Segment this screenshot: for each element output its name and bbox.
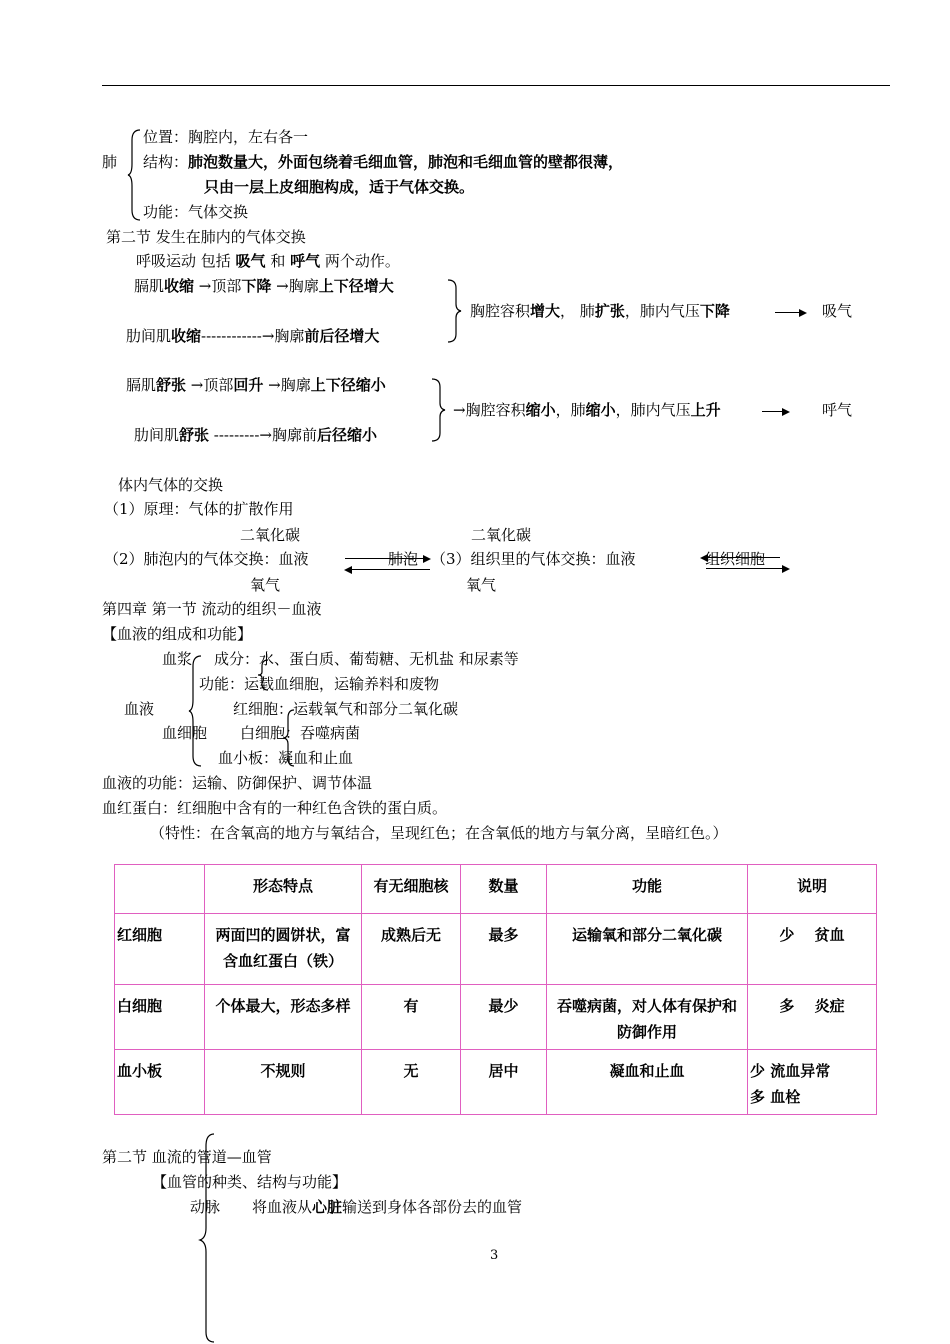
header-cell: 功能 <box>547 865 748 914</box>
header-cell: 有无细胞核 <box>362 865 461 914</box>
t: 将血液从 <box>252 1198 313 1216</box>
t: ---------→胸廓前 <box>209 426 317 444</box>
alveoli-target: 肺泡 <box>388 550 419 568</box>
tissue-target: 组织细胞 <box>705 550 766 568</box>
tissue-exchange: （3）组织里的气体交换：血液 <box>431 550 636 568</box>
t: 膈肌 <box>134 277 165 295</box>
t: 上下径增大 <box>318 277 394 295</box>
t: 增大 <box>530 302 561 320</box>
table-cell: 两面凹的圆饼状，富含血红蛋白（铁） <box>205 914 362 985</box>
table-cell: 不规则 <box>205 1050 362 1115</box>
inhale-row1 <box>134 276 394 296</box>
vessels-title: 第二节 血流的管道—血管 <box>102 1148 272 1166</box>
blood-function: 血液的功能：运输、防御保护、调节体温 <box>102 774 373 792</box>
inhale-row2 <box>126 326 379 346</box>
inhale-brace <box>446 278 462 344</box>
exhale-brace <box>430 377 446 443</box>
breathing-text: 呼吸运动 包括 <box>136 252 236 270</box>
t: 上升 <box>690 401 721 419</box>
rbc-line: 红细胞：运载氧气和部分二氧化碳 <box>233 700 459 718</box>
t: ，肺内气压 <box>624 302 700 320</box>
exhale-word: 呼气 <box>290 252 321 270</box>
breathing-line <box>136 251 400 271</box>
t: 回升 <box>233 376 264 394</box>
tissue-arrowhead-2 <box>782 565 790 573</box>
page-number: 3 <box>490 1248 499 1263</box>
hemoglobin-property: （特性：在含氧高的地方与氧结合，呈现红色；在含氧低的地方与氧分离，呈暗红色。） <box>150 824 728 842</box>
exchange-title: 体内气体的交换 <box>118 476 224 494</box>
table-cell: 少 贫血 <box>748 914 877 985</box>
t: ， 肺 <box>560 302 595 320</box>
header-cell <box>115 865 205 914</box>
t: 下降 <box>241 277 272 295</box>
table-cell: 运输氧和部分二氧化碳 <box>547 914 748 985</box>
tissue-arrow-1 <box>708 557 780 558</box>
t: ，肺 <box>555 401 586 419</box>
table-cell: 白细胞 <box>115 985 205 1050</box>
t: →顶部 <box>186 376 234 394</box>
inhale-arrow <box>775 312 801 313</box>
t: →胸廓 <box>271 277 319 295</box>
t: 下降 <box>699 302 730 320</box>
table-row <box>115 985 877 1050</box>
inhale-result <box>470 301 730 321</box>
t: 后径缩小 <box>316 426 377 444</box>
table-cell: 多 炎症 <box>748 985 877 1050</box>
lung-structure <box>143 152 623 172</box>
table-cell: 血小板 <box>115 1050 205 1115</box>
t: →顶部 <box>194 277 242 295</box>
note-line1: 少 流血异常 <box>750 1062 831 1080</box>
exhale-row2 <box>134 425 377 445</box>
breathing-tail: 两个动作。 <box>320 252 400 270</box>
t: 胸腔容积 <box>470 302 531 320</box>
artery-label: 动脉 <box>190 1198 221 1216</box>
exchange-principle: （1）原理：气体的扩散作用 <box>104 500 294 518</box>
t: 舒张 <box>179 426 210 444</box>
hemoglobin-def: 血红蛋白：红细胞中含有的一种红色含铁的蛋白质。 <box>102 799 448 817</box>
header-rule <box>102 85 890 86</box>
structure-label: 结构： <box>143 153 189 171</box>
lung-position: 位置：胸腔内，左右各一 <box>143 128 309 146</box>
t: 膈肌 <box>126 376 157 394</box>
t: 上下径缩小 <box>310 376 386 394</box>
lung-label: 肺 <box>102 153 118 171</box>
t: 肋间肌 <box>126 327 172 345</box>
blood-brace <box>189 654 203 768</box>
exhale-arrow <box>762 411 784 412</box>
plasma-function: 功能：运载血细胞，运输养料和废物 <box>199 675 440 693</box>
t: 输送到身体各部份去的血管 <box>342 1198 523 1216</box>
t: 缩小 <box>585 401 616 419</box>
structure-line2: 只由一层上皮细胞构成，适于气体交换。 <box>204 178 475 196</box>
blood-label: 血液 <box>124 700 155 718</box>
t: 收缩 <box>164 277 195 295</box>
table-header-row <box>115 865 877 914</box>
blood-cells-table <box>114 864 877 1115</box>
exhale-row1 <box>126 375 386 395</box>
chapter4-subtitle: 【血液的组成和功能】 <box>102 625 253 643</box>
inhale-word: 吸气 <box>235 252 266 270</box>
wbc-line: 白细胞：吞噬病菌 <box>240 724 361 742</box>
tissue-arrow-2 <box>706 568 784 569</box>
t: →胸廓 <box>263 376 311 394</box>
table-cell: 最多 <box>461 914 547 985</box>
co2-label-b: 二氧化碳 <box>471 526 532 544</box>
table-row <box>115 1050 877 1115</box>
table-cell: 个体最大，形态多样 <box>205 985 362 1050</box>
table-cell: 无 <box>362 1050 461 1115</box>
table-row <box>115 914 877 985</box>
t: 心脏 <box>312 1198 343 1216</box>
alveoli-exchange: （2）肺泡内的气体交换：血液 <box>104 550 309 568</box>
breathing-and: 和 <box>265 252 291 270</box>
co2-label-a: 二氧化碳 <box>240 526 301 544</box>
t: ------------→胸廓 <box>201 327 305 345</box>
header-cell: 形态特点 <box>205 865 362 914</box>
note-line2: 多 血栓 <box>750 1088 801 1106</box>
table-cell: 最少 <box>461 985 547 1050</box>
table-cell: 红细胞 <box>115 914 205 985</box>
section2-title: 第二节 发生在肺内的气体交换 <box>106 228 306 246</box>
plasma-composition: 成分：水、蛋白质、葡萄糖、无机盐 和尿素等 <box>214 650 519 668</box>
header-cell: 说明 <box>748 865 877 914</box>
alveoli-arrowhead-right <box>423 555 431 563</box>
t: 收缩 <box>171 327 202 345</box>
artery-description <box>252 1197 522 1217</box>
alveoli-arrow-right <box>345 558 425 559</box>
o2-label-a: 氧气 <box>250 576 281 594</box>
t: 肋间肌 <box>134 426 180 444</box>
t: →胸腔容积 <box>453 401 526 419</box>
t: ，肺内气压 <box>615 401 691 419</box>
table-cell-note <box>748 1050 877 1115</box>
table-cell: 居中 <box>461 1050 547 1115</box>
exhale-result-word: 呼气 <box>822 401 853 419</box>
table-cell: 有 <box>362 985 461 1050</box>
o2-label-b: 氧气 <box>466 576 497 594</box>
t: 扩张 <box>594 302 625 320</box>
t: 缩小 <box>525 401 556 419</box>
inhale-result-word: 吸气 <box>822 302 853 320</box>
lung-function: 功能：气体交换 <box>143 203 249 221</box>
alveoli-arrow-left <box>352 569 430 570</box>
exhale-result <box>453 400 721 420</box>
vessels-subtitle: 【血管的种类、结构与功能】 <box>152 1173 348 1191</box>
inhale-arrowhead <box>799 309 807 317</box>
table-cell: 成熟后无 <box>362 914 461 985</box>
platelet-line: 血小板：凝血和止血 <box>218 749 354 767</box>
table-cell: 吞噬病菌，对人体有保护和防御作用 <box>547 985 748 1050</box>
tissue-arrowhead-1 <box>700 554 708 562</box>
structure-line1: 肺泡数量大，外面包绕着毛细血管，肺泡和毛细血管的壁都很薄， <box>188 153 624 171</box>
chapter4-title: 第四章 第一节 流动的组织－血液 <box>102 600 322 618</box>
lung-brace <box>128 128 142 222</box>
table-cell: 凝血和止血 <box>547 1050 748 1115</box>
alveoli-arrowhead-left <box>344 566 352 574</box>
exhale-arrowhead <box>782 408 790 416</box>
t: 舒张 <box>156 376 187 394</box>
plasma-label: 血浆 <box>162 650 193 668</box>
blood-cells-label: 血细胞 <box>162 724 208 742</box>
t: 前后径增大 <box>304 327 380 345</box>
header-cell: 数量 <box>461 865 547 914</box>
